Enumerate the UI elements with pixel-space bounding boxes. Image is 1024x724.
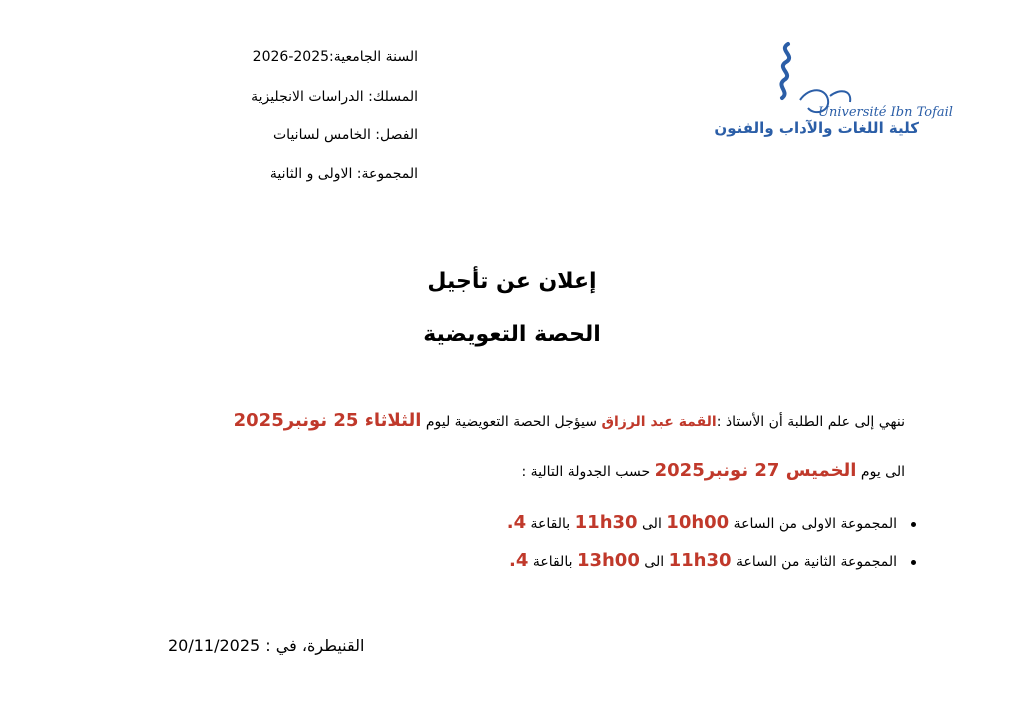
svg-text:Université Ibn Tofail: Université Ibn Tofail (818, 105, 953, 120)
group-label: المجموعة: الاولى و الثانية (269, 166, 418, 182)
original-day: الثلاثاء (364, 410, 422, 431)
original-date: 25 نونبر2025 (233, 410, 365, 431)
schedule-end-time: 11h30 (574, 512, 638, 533)
schedule-group-text: المجموعة الاولى من الساعة (729, 516, 897, 532)
semester-label: الفصل: الخامس لسانيات (273, 127, 418, 143)
track-label: المسلك: الدراسات الانجليزية (251, 89, 418, 105)
announcement-title-line2: الحصة التعويضية (423, 322, 601, 347)
schedule-start-time: 10h00 (666, 512, 730, 533)
schedule-room-text: بالقاعة (526, 516, 575, 532)
schedule-to: الى (637, 516, 667, 532)
academic-year: السنة الجامعية:2025-2026 (252, 49, 418, 65)
bullet-icon (911, 522, 916, 527)
announcement-paragraph-2 (522, 460, 906, 481)
schedule-group-text: المجموعة الثانية من الساعة (731, 554, 897, 570)
professor-name: القمة عبد الرزاق (601, 414, 717, 430)
bullet-icon (911, 560, 916, 565)
schedule-to: الى (639, 554, 669, 570)
schedule-room-number: 4. (509, 550, 529, 571)
announcement-paragraph-1 (234, 410, 905, 431)
new-day: الخميس (785, 460, 857, 481)
place-and-date: القنيطرة، في : 20/11/2025 (168, 636, 365, 655)
schedule-room-text: بالقاعة (528, 554, 577, 570)
schedule-room-number: 4. (506, 512, 527, 533)
p2-prefix: الى يوم (856, 464, 905, 480)
announcement-title-line1: إعلان عن تأجيل (427, 269, 597, 294)
new-date: 27 نونبر2025 (654, 460, 786, 481)
schedule-end-time: 13h00 (576, 550, 640, 571)
schedule-start-time: 11h30 (668, 550, 732, 571)
faculty-name: كلية اللغات والآداب والفنون (714, 119, 919, 137)
p1-prefix: ننهي إلى علم الطلبة أن الأستاذ : (716, 414, 905, 430)
p1-middle: سيؤجل الحصة التعويضية ليوم (421, 414, 602, 430)
schedule-item-group1 (507, 512, 916, 533)
p2-suffix: حسب الجدولة التالية : (521, 464, 655, 480)
schedule-item-group2 (509, 550, 916, 571)
